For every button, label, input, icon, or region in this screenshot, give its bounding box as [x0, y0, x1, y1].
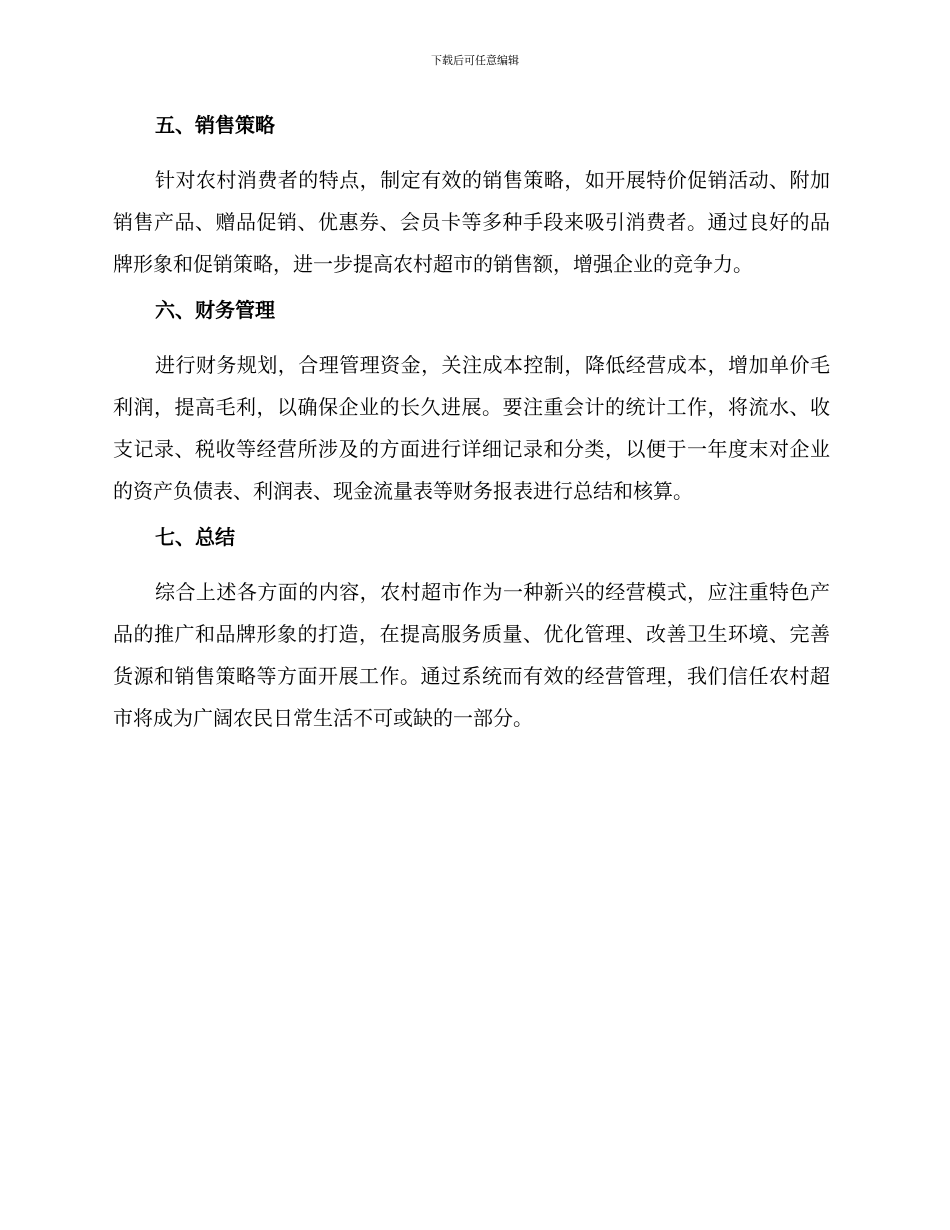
- section-sales-strategy: [113, 110, 830, 285]
- section-financial-management: [113, 295, 830, 512]
- section-paragraph: 进行财务规划，合理管理资金，关注成本控制，降低经营成本，增加单价毛利润，提高毛利，以确保企业的长久进展。要注重会计的统计工作，将流水、收支记录、税收等经营所涉及的方面进行详细记录和分类，以便于一年度末对企业的资产负债表、利润表、现金流量表等财务报表进行总结和核算。: [113, 353, 830, 503]
- document-body: [113, 110, 830, 749]
- section-heading: 七、总结: [155, 525, 235, 549]
- page-header-note: 下载后可任意编辑: [431, 54, 519, 67]
- section-heading: 六、财务管理: [155, 298, 275, 322]
- section-summary: [113, 522, 830, 739]
- section-heading: 五、销售策略: [155, 113, 275, 137]
- section-paragraph: 针对农村消费者的特点，制定有效的销售策略，如开展特价促销活动、附加销售产品、赠品促销、优惠券、会员卡等多种手段来吸引消费者。通过良好的品牌形象和促销策略，进一步提高农村超市的销售额，增强企业的竞争力。: [113, 168, 830, 276]
- section-paragraph: 综合上述各方面的内容，农村超市作为一种新兴的经营模式，应注重特色产品的推广和品牌形象的打造，在提高服务质量、优化管理、改善卫生环境、完善货源和销售策略等方面开展工作。通过系统而有效的经营管理，我们信任农村超市将成为广阔农民日常生活不可或缺的一部分。: [113, 580, 830, 730]
